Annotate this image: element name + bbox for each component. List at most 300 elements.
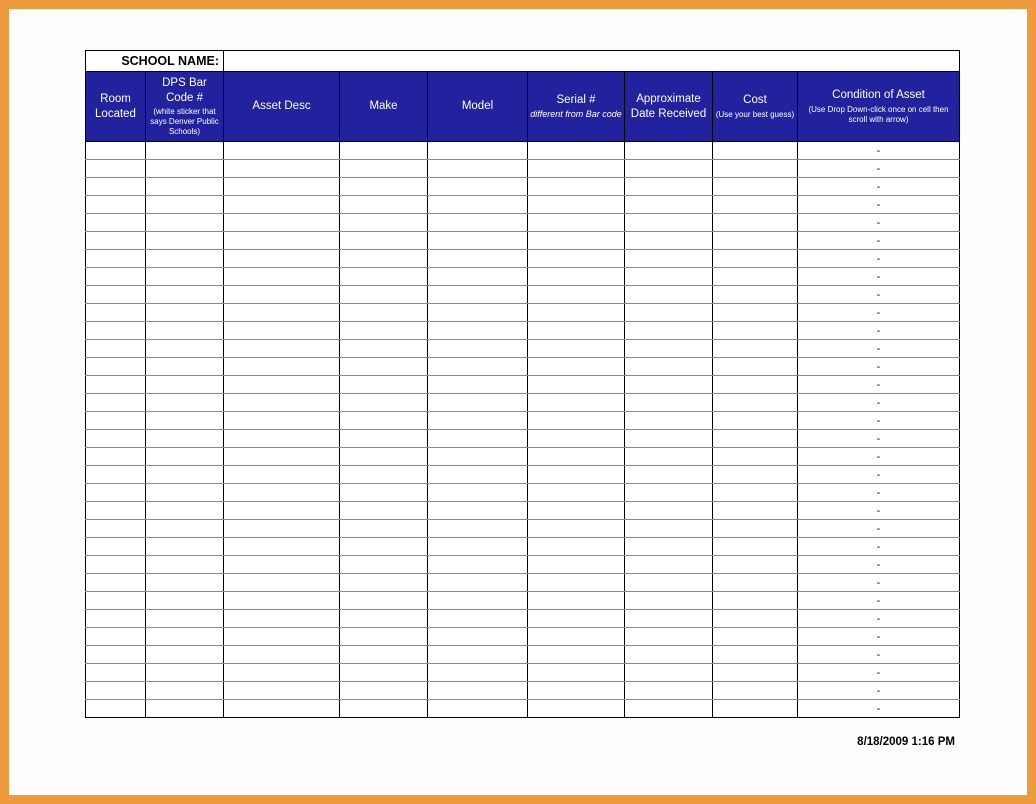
data-cell[interactable] bbox=[428, 700, 528, 718]
data-cell[interactable] bbox=[528, 286, 625, 304]
data-cell[interactable] bbox=[625, 286, 713, 304]
data-cell[interactable] bbox=[146, 358, 224, 376]
data-cell[interactable] bbox=[428, 304, 528, 322]
data-cell[interactable] bbox=[340, 592, 428, 610]
data-cell[interactable] bbox=[224, 160, 340, 178]
data-cell[interactable] bbox=[713, 322, 798, 340]
condition-cell[interactable]: - bbox=[798, 538, 960, 556]
data-cell[interactable] bbox=[428, 556, 528, 574]
data-cell[interactable] bbox=[428, 430, 528, 448]
condition-cell[interactable]: - bbox=[798, 448, 960, 466]
data-cell[interactable] bbox=[340, 160, 428, 178]
data-cell[interactable] bbox=[428, 376, 528, 394]
data-cell[interactable] bbox=[86, 142, 146, 160]
data-cell[interactable] bbox=[528, 232, 625, 250]
data-cell[interactable] bbox=[428, 178, 528, 196]
data-cell[interactable] bbox=[146, 394, 224, 412]
data-cell[interactable] bbox=[625, 592, 713, 610]
data-cell[interactable] bbox=[224, 322, 340, 340]
data-cell[interactable] bbox=[146, 430, 224, 448]
condition-cell[interactable]: - bbox=[798, 376, 960, 394]
data-cell[interactable] bbox=[528, 466, 625, 484]
data-cell[interactable] bbox=[146, 646, 224, 664]
data-cell[interactable] bbox=[713, 394, 798, 412]
data-cell[interactable] bbox=[86, 250, 146, 268]
data-cell[interactable] bbox=[146, 304, 224, 322]
data-cell[interactable] bbox=[146, 700, 224, 718]
data-cell[interactable] bbox=[86, 304, 146, 322]
data-cell[interactable] bbox=[224, 502, 340, 520]
data-cell[interactable] bbox=[625, 700, 713, 718]
data-cell[interactable] bbox=[625, 466, 713, 484]
data-cell[interactable] bbox=[713, 682, 798, 700]
data-cell[interactable] bbox=[224, 448, 340, 466]
data-cell[interactable] bbox=[625, 628, 713, 646]
data-cell[interactable] bbox=[340, 682, 428, 700]
data-cell[interactable] bbox=[428, 520, 528, 538]
data-cell[interactable] bbox=[713, 466, 798, 484]
data-cell[interactable] bbox=[86, 664, 146, 682]
data-cell[interactable] bbox=[146, 376, 224, 394]
data-cell[interactable] bbox=[625, 574, 713, 592]
data-cell[interactable] bbox=[625, 484, 713, 502]
data-cell[interactable] bbox=[428, 538, 528, 556]
data-cell[interactable] bbox=[146, 160, 224, 178]
data-cell[interactable] bbox=[146, 232, 224, 250]
data-cell[interactable] bbox=[86, 394, 146, 412]
data-cell[interactable] bbox=[713, 520, 798, 538]
column-title: Condition of Asset bbox=[832, 89, 925, 102]
condition-cell[interactable]: - bbox=[798, 430, 960, 448]
condition-cell[interactable]: - bbox=[798, 682, 960, 700]
data-cell[interactable] bbox=[86, 592, 146, 610]
data-cell[interactable] bbox=[528, 502, 625, 520]
data-cell[interactable] bbox=[713, 286, 798, 304]
data-cell[interactable] bbox=[428, 232, 528, 250]
data-cell[interactable] bbox=[625, 448, 713, 466]
data-cell[interactable] bbox=[86, 160, 146, 178]
data-cell[interactable] bbox=[713, 232, 798, 250]
data-cell[interactable] bbox=[713, 556, 798, 574]
data-cell[interactable] bbox=[625, 196, 713, 214]
data-cell[interactable] bbox=[713, 178, 798, 196]
data-cell[interactable] bbox=[224, 556, 340, 574]
data-cell[interactable] bbox=[224, 412, 340, 430]
data-cell[interactable] bbox=[625, 520, 713, 538]
data-cell[interactable] bbox=[340, 610, 428, 628]
data-cell[interactable] bbox=[528, 322, 625, 340]
condition-cell[interactable]: - bbox=[798, 574, 960, 592]
data-cell[interactable] bbox=[625, 322, 713, 340]
data-cell[interactable] bbox=[340, 574, 428, 592]
data-cell[interactable] bbox=[224, 682, 340, 700]
data-cell[interactable] bbox=[625, 304, 713, 322]
data-cell[interactable] bbox=[528, 142, 625, 160]
data-cell[interactable] bbox=[528, 610, 625, 628]
data-cell[interactable] bbox=[528, 628, 625, 646]
data-cell[interactable] bbox=[146, 412, 224, 430]
school-name-input[interactable] bbox=[224, 51, 960, 72]
condition-cell[interactable]: - bbox=[798, 178, 960, 196]
data-cell[interactable] bbox=[86, 178, 146, 196]
data-cell[interactable] bbox=[713, 412, 798, 430]
data-cell[interactable] bbox=[528, 664, 625, 682]
data-cell[interactable] bbox=[713, 664, 798, 682]
data-cell[interactable] bbox=[625, 556, 713, 574]
data-cell[interactable] bbox=[86, 412, 146, 430]
data-cell[interactable] bbox=[224, 232, 340, 250]
data-cell[interactable] bbox=[86, 574, 146, 592]
data-cell[interactable] bbox=[428, 610, 528, 628]
condition-cell[interactable]: - bbox=[798, 394, 960, 412]
data-cell[interactable] bbox=[224, 520, 340, 538]
data-cell[interactable] bbox=[625, 430, 713, 448]
data-cell[interactable] bbox=[146, 628, 224, 646]
data-cell[interactable] bbox=[86, 358, 146, 376]
data-cell[interactable] bbox=[528, 430, 625, 448]
data-cell[interactable] bbox=[428, 196, 528, 214]
data-cell[interactable] bbox=[146, 196, 224, 214]
column-title: Model bbox=[461, 100, 494, 113]
data-cell[interactable] bbox=[224, 178, 340, 196]
data-cell[interactable] bbox=[428, 340, 528, 358]
data-cell[interactable] bbox=[146, 520, 224, 538]
data-cell[interactable] bbox=[86, 502, 146, 520]
data-cell[interactable] bbox=[146, 682, 224, 700]
data-cell[interactable] bbox=[224, 394, 340, 412]
condition-cell[interactable]: - bbox=[798, 556, 960, 574]
data-cell[interactable] bbox=[428, 160, 528, 178]
data-cell[interactable] bbox=[625, 538, 713, 556]
data-cell[interactable] bbox=[428, 628, 528, 646]
data-cell[interactable] bbox=[86, 214, 146, 232]
data-cell[interactable] bbox=[340, 196, 428, 214]
data-cell[interactable] bbox=[224, 430, 340, 448]
data-cell[interactable] bbox=[340, 376, 428, 394]
data-cell[interactable] bbox=[224, 484, 340, 502]
inventory-row bbox=[86, 322, 960, 340]
data-cell[interactable] bbox=[146, 322, 224, 340]
data-cell[interactable] bbox=[340, 412, 428, 430]
data-cell[interactable] bbox=[428, 502, 528, 520]
data-cell[interactable] bbox=[428, 250, 528, 268]
data-cell[interactable] bbox=[86, 466, 146, 484]
data-cell[interactable] bbox=[428, 664, 528, 682]
data-cell[interactable] bbox=[86, 700, 146, 718]
data-cell[interactable] bbox=[528, 538, 625, 556]
inventory-row bbox=[86, 286, 960, 304]
data-cell[interactable] bbox=[625, 376, 713, 394]
data-cell[interactable] bbox=[340, 340, 428, 358]
data-cell[interactable] bbox=[340, 232, 428, 250]
data-cell[interactable] bbox=[713, 340, 798, 358]
data-cell[interactable] bbox=[340, 214, 428, 232]
data-cell[interactable] bbox=[146, 592, 224, 610]
data-cell[interactable] bbox=[713, 430, 798, 448]
inventory-row bbox=[86, 178, 960, 196]
data-cell[interactable] bbox=[713, 502, 798, 520]
condition-cell[interactable]: - bbox=[798, 286, 960, 304]
condition-cell[interactable]: - bbox=[798, 322, 960, 340]
data-cell[interactable] bbox=[528, 304, 625, 322]
data-cell[interactable] bbox=[713, 142, 798, 160]
data-cell[interactable] bbox=[528, 268, 625, 286]
data-cell[interactable] bbox=[224, 592, 340, 610]
condition-cell[interactable]: - bbox=[798, 412, 960, 430]
data-cell[interactable] bbox=[86, 268, 146, 286]
condition-cell[interactable]: - bbox=[798, 664, 960, 682]
condition-cell[interactable]: - bbox=[798, 250, 960, 268]
data-cell[interactable] bbox=[86, 340, 146, 358]
data-cell[interactable] bbox=[713, 160, 798, 178]
data-cell[interactable] bbox=[528, 520, 625, 538]
data-cell[interactable] bbox=[146, 340, 224, 358]
data-cell[interactable] bbox=[146, 466, 224, 484]
data-cell[interactable] bbox=[713, 646, 798, 664]
data-cell[interactable] bbox=[146, 502, 224, 520]
data-cell[interactable] bbox=[340, 322, 428, 340]
data-cell[interactable] bbox=[713, 358, 798, 376]
data-cell[interactable] bbox=[625, 358, 713, 376]
data-cell[interactable] bbox=[428, 466, 528, 484]
data-cell[interactable] bbox=[224, 376, 340, 394]
data-cell[interactable] bbox=[528, 250, 625, 268]
data-cell[interactable] bbox=[146, 268, 224, 286]
data-cell[interactable] bbox=[340, 520, 428, 538]
data-cell[interactable] bbox=[528, 160, 625, 178]
inventory-row bbox=[86, 160, 960, 178]
data-cell[interactable] bbox=[86, 610, 146, 628]
data-cell[interactable] bbox=[428, 394, 528, 412]
data-cell[interactable] bbox=[340, 268, 428, 286]
data-cell[interactable] bbox=[146, 556, 224, 574]
data-cell[interactable] bbox=[340, 484, 428, 502]
data-cell[interactable] bbox=[146, 664, 224, 682]
data-cell[interactable] bbox=[528, 412, 625, 430]
data-cell[interactable] bbox=[428, 484, 528, 502]
data-cell[interactable] bbox=[146, 610, 224, 628]
data-cell[interactable] bbox=[86, 430, 146, 448]
data-cell[interactable] bbox=[86, 556, 146, 574]
data-cell[interactable] bbox=[428, 646, 528, 664]
data-cell[interactable] bbox=[146, 142, 224, 160]
data-cell[interactable] bbox=[428, 574, 528, 592]
data-cell[interactable] bbox=[713, 268, 798, 286]
condition-cell[interactable]: - bbox=[798, 484, 960, 502]
condition-cell[interactable]: - bbox=[798, 142, 960, 160]
data-cell[interactable] bbox=[86, 628, 146, 646]
data-cell[interactable] bbox=[340, 358, 428, 376]
inventory-row bbox=[86, 502, 960, 520]
data-cell[interactable] bbox=[428, 214, 528, 232]
data-cell[interactable] bbox=[224, 214, 340, 232]
condition-cell[interactable]: - bbox=[798, 628, 960, 646]
data-cell[interactable] bbox=[625, 268, 713, 286]
data-cell[interactable] bbox=[340, 142, 428, 160]
condition-cell[interactable]: - bbox=[798, 700, 960, 718]
data-cell[interactable] bbox=[713, 538, 798, 556]
data-cell[interactable] bbox=[625, 394, 713, 412]
data-cell[interactable] bbox=[340, 448, 428, 466]
condition-cell[interactable]: - bbox=[798, 196, 960, 214]
condition-cell[interactable]: - bbox=[798, 520, 960, 538]
data-cell[interactable] bbox=[224, 700, 340, 718]
data-cell[interactable] bbox=[528, 358, 625, 376]
data-cell[interactable] bbox=[146, 214, 224, 232]
column-header-condition-of-asset bbox=[798, 72, 960, 142]
data-cell[interactable] bbox=[224, 466, 340, 484]
data-cell[interactable] bbox=[146, 484, 224, 502]
data-cell[interactable] bbox=[86, 196, 146, 214]
data-cell[interactable] bbox=[340, 664, 428, 682]
data-cell[interactable] bbox=[428, 682, 528, 700]
data-cell[interactable] bbox=[428, 286, 528, 304]
condition-cell[interactable]: - bbox=[798, 358, 960, 376]
data-cell[interactable] bbox=[86, 376, 146, 394]
data-cell[interactable] bbox=[224, 304, 340, 322]
data-cell[interactable] bbox=[713, 700, 798, 718]
condition-cell[interactable]: - bbox=[798, 502, 960, 520]
data-cell[interactable] bbox=[528, 376, 625, 394]
data-cell[interactable] bbox=[625, 250, 713, 268]
data-cell[interactable] bbox=[428, 592, 528, 610]
data-cell[interactable] bbox=[625, 646, 713, 664]
data-cell[interactable] bbox=[224, 268, 340, 286]
data-cell[interactable] bbox=[528, 448, 625, 466]
data-cell[interactable] bbox=[428, 358, 528, 376]
data-cell[interactable] bbox=[224, 340, 340, 358]
data-cell[interactable] bbox=[224, 196, 340, 214]
data-cell[interactable] bbox=[428, 322, 528, 340]
data-cell[interactable] bbox=[713, 304, 798, 322]
data-cell[interactable] bbox=[224, 646, 340, 664]
data-cell[interactable] bbox=[86, 286, 146, 304]
condition-cell[interactable]: - bbox=[798, 340, 960, 358]
data-cell[interactable] bbox=[625, 610, 713, 628]
data-cell[interactable] bbox=[428, 142, 528, 160]
data-cell[interactable] bbox=[625, 160, 713, 178]
data-cell[interactable] bbox=[224, 628, 340, 646]
data-cell[interactable] bbox=[625, 664, 713, 682]
data-cell[interactable] bbox=[713, 250, 798, 268]
data-cell[interactable] bbox=[713, 448, 798, 466]
data-cell[interactable] bbox=[713, 628, 798, 646]
data-cell[interactable] bbox=[86, 322, 146, 340]
data-cell[interactable] bbox=[528, 682, 625, 700]
data-cell[interactable] bbox=[340, 466, 428, 484]
data-cell[interactable] bbox=[86, 520, 146, 538]
data-cell[interactable] bbox=[428, 268, 528, 286]
data-cell[interactable] bbox=[625, 232, 713, 250]
data-cell[interactable] bbox=[340, 178, 428, 196]
data-cell[interactable] bbox=[625, 178, 713, 196]
data-cell[interactable] bbox=[146, 178, 224, 196]
data-cell[interactable] bbox=[146, 448, 224, 466]
data-cell[interactable] bbox=[86, 484, 146, 502]
data-cell[interactable] bbox=[713, 196, 798, 214]
data-cell[interactable] bbox=[528, 484, 625, 502]
data-cell[interactable] bbox=[528, 700, 625, 718]
inventory-row bbox=[86, 340, 960, 358]
data-cell[interactable] bbox=[528, 592, 625, 610]
data-cell[interactable] bbox=[528, 178, 625, 196]
data-cell[interactable] bbox=[146, 250, 224, 268]
data-cell[interactable] bbox=[340, 250, 428, 268]
condition-cell[interactable]: - bbox=[798, 268, 960, 286]
data-cell[interactable] bbox=[340, 502, 428, 520]
data-cell[interactable] bbox=[625, 340, 713, 358]
data-cell[interactable] bbox=[713, 592, 798, 610]
data-cell[interactable] bbox=[428, 448, 528, 466]
data-cell[interactable] bbox=[713, 214, 798, 232]
data-cell[interactable] bbox=[224, 664, 340, 682]
data-cell[interactable] bbox=[625, 142, 713, 160]
data-cell[interactable] bbox=[625, 412, 713, 430]
data-cell[interactable] bbox=[528, 574, 625, 592]
data-cell[interactable] bbox=[224, 610, 340, 628]
data-cell[interactable] bbox=[86, 682, 146, 700]
condition-cell[interactable]: - bbox=[798, 646, 960, 664]
data-cell[interactable] bbox=[528, 196, 625, 214]
data-cell[interactable] bbox=[713, 574, 798, 592]
data-cell[interactable] bbox=[146, 286, 224, 304]
data-cell[interactable] bbox=[713, 376, 798, 394]
data-cell[interactable] bbox=[340, 286, 428, 304]
data-cell[interactable] bbox=[528, 394, 625, 412]
data-cell[interactable] bbox=[528, 214, 625, 232]
data-cell[interactable] bbox=[86, 538, 146, 556]
data-cell[interactable] bbox=[86, 646, 146, 664]
condition-cell[interactable]: - bbox=[798, 304, 960, 322]
data-cell[interactable] bbox=[340, 700, 428, 718]
data-cell[interactable] bbox=[340, 646, 428, 664]
data-cell[interactable] bbox=[340, 430, 428, 448]
data-cell[interactable] bbox=[428, 412, 528, 430]
data-cell[interactable] bbox=[625, 502, 713, 520]
condition-cell[interactable]: - bbox=[798, 232, 960, 250]
data-cell[interactable] bbox=[340, 628, 428, 646]
data-cell[interactable] bbox=[528, 340, 625, 358]
data-cell[interactable] bbox=[86, 448, 146, 466]
data-cell[interactable] bbox=[528, 556, 625, 574]
data-cell[interactable] bbox=[528, 646, 625, 664]
data-cell[interactable] bbox=[224, 142, 340, 160]
data-cell[interactable] bbox=[713, 610, 798, 628]
inventory-row bbox=[86, 628, 960, 646]
condition-cell[interactable]: - bbox=[798, 610, 960, 628]
data-cell[interactable] bbox=[224, 538, 340, 556]
data-cell[interactable] bbox=[625, 682, 713, 700]
condition-cell[interactable]: - bbox=[798, 214, 960, 232]
data-cell[interactable] bbox=[146, 574, 224, 592]
data-cell[interactable] bbox=[625, 214, 713, 232]
data-cell[interactable] bbox=[340, 394, 428, 412]
inventory-row bbox=[86, 232, 960, 250]
data-cell[interactable] bbox=[86, 232, 146, 250]
data-cell[interactable] bbox=[224, 358, 340, 376]
condition-cell[interactable]: - bbox=[798, 592, 960, 610]
data-cell[interactable] bbox=[224, 250, 340, 268]
data-cell[interactable] bbox=[146, 538, 224, 556]
data-cell[interactable] bbox=[340, 538, 428, 556]
condition-cell[interactable]: - bbox=[798, 466, 960, 484]
data-cell[interactable] bbox=[340, 556, 428, 574]
data-cell[interactable] bbox=[713, 484, 798, 502]
condition-cell[interactable]: - bbox=[798, 160, 960, 178]
data-cell[interactable] bbox=[224, 286, 340, 304]
data-cell[interactable] bbox=[340, 304, 428, 322]
data-cell[interactable] bbox=[224, 574, 340, 592]
